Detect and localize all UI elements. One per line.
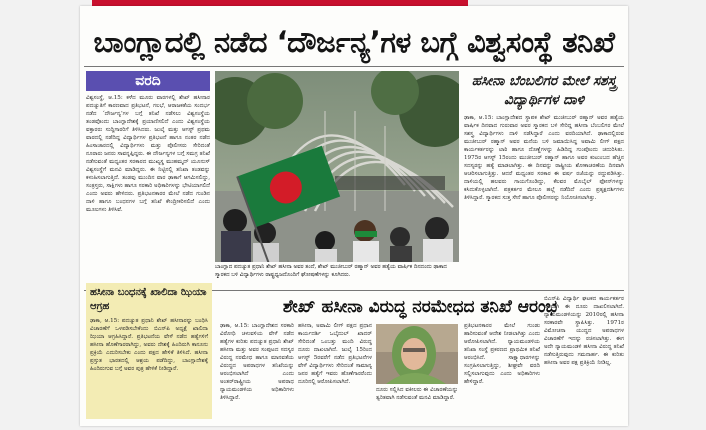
side-story-text: ಢಾಕಾ, ಆ.15: ಪದಚ್ಯುತ ಪ್ರಧಾನಿ ಶೇಖ್ ಹಸೀನಾರನ್ನು ಬಂಧಿಸಿ ವಿಚಾರಣೆಗೆ ಒಳಪಡಿಸಬೇಕೆಂದು ಬಿಎನ್‌ಪಿ ಅಧ್ಯಕ್ಷೆ ಖಾಲಿದಾ ಝಿಯಾ ಆಗ್ರಹಿಸಿದ್ದಾರೆ. ಪ್ರತಿಭಟನೆಯ ವೇಳೆ ನಡೆದ ಹತ್ಯೆಗಳಿಗೆ ಹಸೀನಾ ಹೊಣೆಗಾರರಾಗಿದ್ದು, ಅವರು ದೇಶಕ್ಕೆ ಹಿಂದಿರುಗಿ ಕಾನೂನು ಪ್ರಕ್ರಿಯೆ ಎದುರಿಸಬೇಕು ಎಂದು ಪಕ್ಷದ ಹೇಳಿಕೆ ತಿಳಿಸಿದೆ. ಹಸೀನಾ ಪ್ರಸ್ತುತ ಭಾರತದಲ್ಲಿ ಆಶ್ರಯ ಪಡೆದಿದ್ದು, ಬಾಂಗ್ಲಾದೇಶಕ್ಕೆ ಹಿಂದಿರುಗುವ ಬಗ್ಗೆ ಅವರ ಪುತ್ರ ಹೇಳಿಕೆ ನೀಡಿದ್ದಾರೆ. xyxy=(90,318,208,372)
left-column-article: ವಿಶ್ವಸಂಸ್ಥೆ, ಆ.15: ಕಳೆದ ಮೂರು ವಾರಗಳಲ್ಲಿ ಶೇಖ್ ಹಸೀನಾರ ಪದಚ್ಯುತಿಗೆ ಕಾರಣವಾದ ಪ್ರತಿಭಟನೆ, ಗಲಭೆ, ಆರಾಜಕತೆಯ ಸಂದರ್ಭ ನಡೆದ ‘ದೌರ್ಜನ್ಯ’ಗಳ ಬಗ್ಗೆ ತನಿಖೆ ನಡೆಸಲು ವಿಶ್ವಸಂಸ್ಥೆಯ ತಂಡವೊಂದು ಬಾಂಗ್ಲಾದೇಶಕ್ಕೆ ಪ್ರಯಾಣಿಸಲಿದೆ ಎಂದು ವಿಶ್ವಸಂಸ್ಥೆಯ ವಕ್ತಾರರು ಸುದ್ದಿಗಾರರಿಗೆ ತಿಳಿಸಿದರು. ಜುಲೈ ಮತ್ತು ಆಗಸ್ಟ್ ಪ್ರಥಮ ವಾರದಲ್ಲಿ ನಡೆದಿದ್ದ ವಿದ್ಯಾರ್ಥಿಗಳ ಪ್ರತಿಭಟನೆ ಹಾಗೂ ನಂತರ ನಡೆದ ಹಿಂಸಾಚಾರದಲ್ಲಿ ವಿದ್ಯಾರ್ಥಿಗಳು ಮತ್ತು ಪೊಲೀಸರು ಸೇರಿದಂತೆ ನೂರಾರು ಜನರು ಸಾವನ್ನಪ್ಪಿದ್ದರು. ಈ ದೌರ್ಜನ್ಯಗಳ ಬಗ್ಗೆ ಸಮಗ್ರ ತನಿಖೆ ನಡೆಸುವಂತೆ ಮಧ್ಯಂತರ ಸರಕಾರದ ಮುಖ್ಯಸ್ಥ ಮುಹಮ್ಮದ್ ಯೂನುಸ್ ವಿಶ್ವಸಂಸ್ಥೆಗೆ ಮನವಿ ಮಾಡಿದ್ದರು. ಈ ನಿಟ್ಟಿನಲ್ಲಿ ತನಿಖಾ ತಂಡವನ್ನು ಕಳುಹಿಸಲಾಗುತ್ತಿದೆ. ತಂಡವು ಮುಂದಿನ ವಾರ ಢಾಕಾಗೆ ಆಗಮಿಸಲಿದ್ದು, ಸಂತ್ರಸ್ತರು, ಸಾಕ್ಷಿಗಳು ಹಾಗೂ ಸರಕಾರಿ ಅಧಿಕಾರಿಗಳನ್ನು ಭೇಟಿಯಾಗಲಿದೆ ಎಂದು ಅವರು ಹೇಳಿದರು. ಪ್ರತಿಭಟನಕಾರರ ಮೇಲೆ ನಡೆದ ಗುಂಡಿನ ದಾಳಿ ಹಾಗೂ ಬಂಧನಗಳ ಬಗ್ಗೆ ತನಿಖೆ ಕೇಂದ್ರೀಕರಿಸಲಿದೆ ಎಂದು ಮೂಲಗಳು ತಿಳಿಸಿವೆ. xyxy=(86,95,210,213)
headline-divider xyxy=(84,66,624,67)
side-story-title: ಹಸೀನಾ ಬಂಧನಕ್ಕೆ ಖಾಲಿದಾ ಝಿಯಾ ಆಗ್ರಹ xyxy=(90,287,207,312)
bottom-column-1: ಢಾಕಾ, ಆ.15: ಬಾಂಗ್ಲಾದೇಶದ ಸರಕಾರಿ ವಿರೋಧಿ ಚಳುವಳಿಯ ವೇಳೆ ನಡೆದ ಹತ್ಯೆಗಳ ಕುರಿತು ಪದಚ್ಯುತ ಪ್ರಧಾನಿ ಶೇಖ್ ಹಸೀನಾ ಮತ್ತು ಅವರ ಸಂಪುಟದ ಸದಸ್ಯರ ವಿರುದ್ಧ ನರಮೇಧ ಹಾಗೂ ಮಾನವತೆಯ ವಿರುದ್ಧದ ಅಪರಾಧಗಳ ತನಿಖೆಯನ್ನು ಆರಂಭಿಸಲಾಗಿದೆ ಎಂದು ಅಂತರ್‌ರಾಷ್ಟ್ರೀಯ ಅಪರಾಧ ನ್ಯಾಯಮಂಡಳಿಯ ಅಧಿಕಾರಿಗಳು ತಿಳಿಸಿದ್ದಾರೆ. xyxy=(220,323,294,401)
sheikh-hasina-photo xyxy=(376,324,458,384)
secondary-headline: ಶೇಖ್ ಹಸೀನಾ ವಿರುದ್ಧ ನರಮೇಧದ ತನಿಖೆ ಆರಂಭ xyxy=(282,297,558,317)
main-news-photo xyxy=(215,71,459,262)
right-column-article: ಢಾಕಾ, ಆ.15: ಬಾಂಗ್ಲಾದೇಶದ ಸ್ಥಾಪಕ ಶೇಖ್ ಮುಜೀಬುರ್ ರಹ್ಮಾನ್ ಅವರ ಹತ್ಯೆಯ ವಾರ್ಷಿಕ ದಿನವಾದ ಗುರುವಾರ ಅವರ ಸ್ಮಾರಕದ ಬಳಿ ಸೇರಿದ್ದ ಹಸೀನಾ ಬೆಂಬಲಿಗರ ಮೇಲೆ ಸಶಸ್ತ್ರ ವಿದ್ಯಾರ್ಥಿಗಳು ದಾಳಿ ನಡೆಸಿದ್ದಾರೆ ಎಂದು ವರದಿಯಾಗಿದೆ. ಢಾಕಾದಲ್ಲಿರುವ ಮುಜೀಬುರ್ ರಹ್ಮಾನ್ ಅವರ ಮನೆಯ ಬಳಿ ಜಮಾಯಿಸಿದ್ದ ಅವಾಮಿ ಲೀಗ್ ಪಕ್ಷದ ಕಾರ್ಯಕರ್ತರನ್ನು ಲಾಠಿ ಹಾಗೂ ದೊಣ್ಣೆಗಳನ್ನು ಹಿಡಿದಿದ್ದ ಗುಂಪೊಂದು ಚದುರಿಸಿತು. 1975ರ ಆಗಸ್ಟ್ 15ರಂದು ಮುಜೀಬುರ್ ರಹ್ಮಾನ್ ಹಾಗೂ ಅವರ ಕುಟುಂಬದ ಹೆಚ್ಚಿನ ಸದಸ್ಯರನ್ನು ಹತ್ಯೆ ಮಾಡಲಾಗಿತ್ತು. ಈ ದಿನವನ್ನು ರಾಷ್ಟ್ರೀಯ ಶೋಕಾಚರಣೆಯ ದಿನವಾಗಿ ಆಚರಿಸಲಾಗುತ್ತಿತ್ತು. ಆದರೆ ಮಧ್ಯಂತರ ಸರಕಾರ ಈ ವರ್ಷ ರಜೆಯನ್ನು ರದ್ದುಪಡಿಸಿತ್ತು. ದಾಳಿಯಲ್ಲಿ ಹಲವರು ಗಾಯಗೊಂಡಿದ್ದು, ಕೆಲವರ ಮೊಬೈಲ್ ಫೋನ್‌ಗಳನ್ನು ಕಸಿದುಕೊಳ್ಳಲಾಗಿದೆ. ಪತ್ರಕರ್ತರ ಮೇಲೂ ಹಲ್ಲೆ ನಡೆದಿದೆ ಎಂದು ಪ್ರತ್ಯಕ್ಷದರ್ಶಿಗಳು ತಿಳಿಸಿದ್ದಾರೆ. ಸ್ಮಾರಕದ ಸುತ್ತ ಸೇನೆ ಹಾಗೂ ಪೊಲೀಸರನ್ನು ನಿಯೋಜಿಸಲಾಗಿತ್ತು. xyxy=(464,115,624,201)
side-story-box xyxy=(86,283,212,419)
newspaper-page xyxy=(80,6,628,426)
bottom-column-5: ಬಿಎನ್‌ಪಿ ವಿದ್ಯಾರ್ಥಿ ಘಟಕದ ಕಾರ್ಯಕರ್ತರ ಪರವಾಗಿ ಈ ದೂರು ದಾಖಲಿಸಲಾಗಿದೆ. ನ್ಯಾಯಮಂಡಳಿಯನ್ನು 2010ರಲ್ಲಿ ಹಸೀನಾ ಸರಕಾರವೇ ಸ್ಥಾಪಿಸಿತ್ತು. 1971ರ ವಿಮೋಚನಾ ಯುದ್ಧದ ಅಪರಾಧಗಳ ವಿಚಾರಣೆಗೆ ಇದನ್ನು ರಚಿಸಲಾಗಿತ್ತು. ಈಗ ಅದೇ ನ್ಯಾಯಮಂಡಳಿ ಹಸೀನಾ ವಿರುದ್ಧ ತನಿಖೆ ನಡೆಸುತ್ತಿರುವುದು ಗಮನಾರ್ಹ. ಈ ಕುರಿತು ಹಸೀನಾ ಅವರ ಪಕ್ಷ ಪ್ರತಿಕ್ರಿಯೆ ನೀಡಿಲ್ಲ. xyxy=(544,296,624,366)
section-label: ವರದಿ xyxy=(86,71,210,91)
bottom-column-4: ಪ್ರತಿಭಟನಕಾರರ ಮೇಲೆ ಗುಂಡು ಹಾರಿಸುವಂತೆ ಆದೇಶ ನೀಡಲಾಗಿತ್ತು ಎಂದು ಆರೋಪಿಸಲಾಗಿದೆ. ನ್ಯಾಯಮಂಡಳಿಯ ತನಿಖಾ ಸಂಸ್ಥೆ ಪ್ರಕರಣದ ಪ್ರಾಥಮಿಕ ತನಿಖೆ ಆರಂಭಿಸಿದೆ. ಸಾಕ್ಷ್ಯಾಧಾರಗಳನ್ನು ಸಂಗ್ರಹಿಸಲಾಗುತ್ತಿದ್ದು, ಶೀಘ್ರವೇ ವರದಿ ಸಲ್ಲಿಸಲಾಗುವುದು ಎಂದು ಅಧಿಕಾರಿಗಳು ಹೇಳಿದ್ದಾರೆ. xyxy=(464,323,540,385)
main-headline: ಬಾಂಗ್ಲಾದಲ್ಲಿ ನಡೆದ ‘ದೌರ್ಜನ್ಯ’ಗಳ ಬಗ್ಗೆ ವಿಶ್ವಸಂಸ್ಥೆ ತನಿಖೆ xyxy=(93,25,615,59)
bottom-column-3: ದೂರು ಸಲ್ಲಿಸಿದ ವಕೀಲರು ಈ ವಿಚಾರಣೆಯನ್ನು ತ್ವರಿತವಾಗಿ ನಡೆಸುವಂತೆ ಮನವಿ ಮಾಡಿದ್ದಾರೆ. xyxy=(376,387,458,401)
right-subheadline: ಹಸೀನಾ ಬೆಂಬಲಿಗರ ಮೇಲೆ ಸಶಸ್ತ್ರ ವಿದ್ಯಾರ್ಥಿಗಳ ದಾಳಿ xyxy=(471,73,617,108)
bottom-column-2: ಹಸೀನಾ, ಅವಾಮಿ ಲೀಗ್ ಪಕ್ಷದ ಪ್ರಧಾನ ಕಾರ್ಯದರ್ಶಿ ಒಬೈದುಲ್ ಖಾದರ್ ಸೇರಿದಂತೆ ಒಂಬತ್ತು ಮಂದಿ ವಿರುದ್ಧ ದೂರು ದಾಖಲಾಗಿದೆ. ಜುಲೈ 15ರಿಂದ ಆಗಸ್ಟ್ 5ರವರೆಗೆ ನಡೆದ ಪ್ರತಿಭಟನೆಗಳ ವೇಳೆ ವಿದ್ಯಾರ್ಥಿಗಳು ಸೇರಿದಂತೆ ಸಾಮಾನ್ಯ ಜನರ ಹತ್ಯೆಗೆ ಇವರು ಹೊಣೆಗಾರರೆಂದು ದೂರಿನಲ್ಲಿ ಆರೋಪಿಸಲಾಗಿದೆ. xyxy=(298,323,372,385)
main-photo-caption: ಬಾಂಗ್ಲಾದ ಪದಚ್ಯುತ ಪ್ರಧಾನಿ ಶೇಖ್ ಹಸೀನಾ ಅವರ ತಂದೆ, ಶೇಖ್ ಮುಜೀಬುರ್ ರಹ್ಮಾನ್ ಅವರ ಹತ್ಯೆಯ ವಾರ್ಷಿಕ ದಿನದಂದು ಢಾಕಾದ ಸ್ಮಾರಕದ ಬಳಿ ವಿದ್ಯಾರ್ಥಿಗಳು ರಾಷ್ಟ್ರಧ್ವಜದೊಂದಿಗೆ ಘೋಷಣೆಗಳನ್ನು ಕೂಗಿದರು. xyxy=(215,264,447,278)
